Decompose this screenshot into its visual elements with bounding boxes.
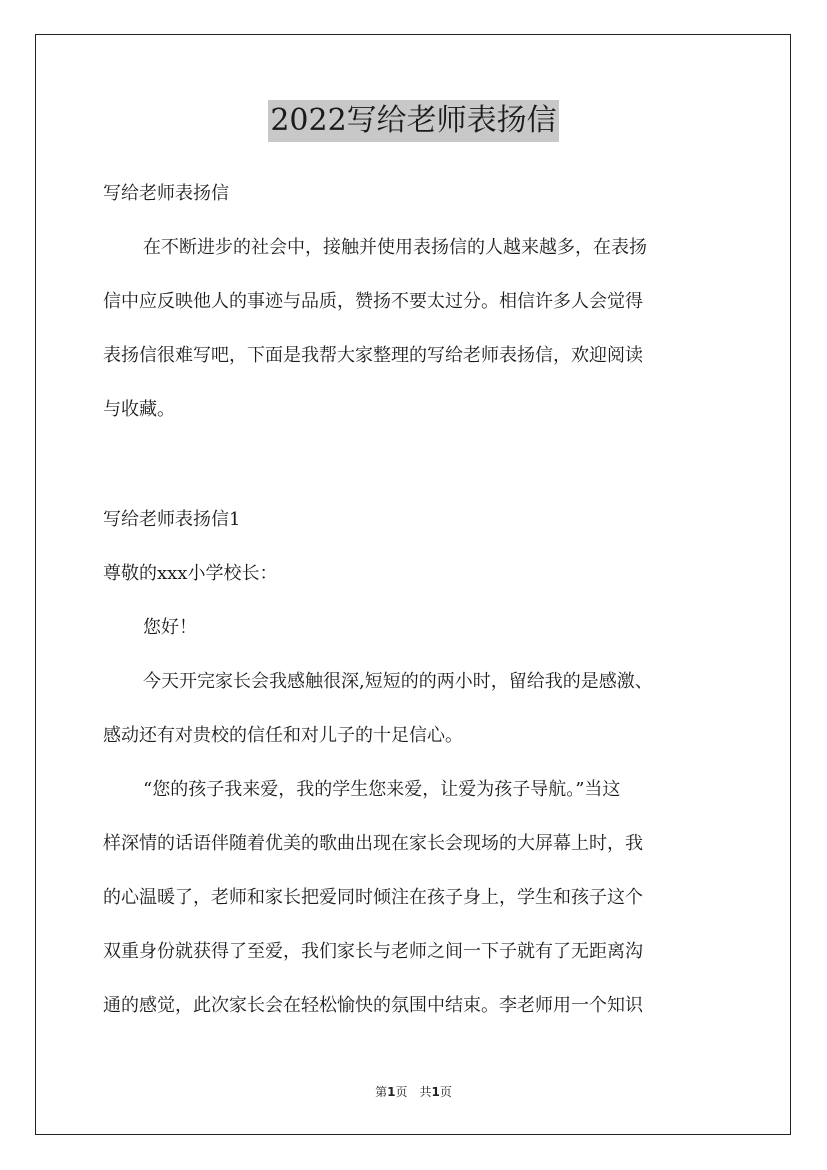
salutation: 尊敬的xxx小学校长： [103, 563, 278, 584]
paragraph-line: 与收藏。 [103, 399, 175, 420]
letter-heading: 写给老师表扬信1 [103, 509, 241, 530]
section-heading: 写给老师表扬信 [103, 183, 229, 204]
document-title: 2022写给老师表扬信 [268, 100, 558, 142]
paragraph-line: “您的孩子我来爱，我的学生您来爱，让爱为孩子导航。”当这 [143, 779, 621, 800]
footer-prefix: 第 [375, 1085, 388, 1099]
paragraph-line: 今天开完家长会我感触很深,短短的的两小时，留给我的是感激、 [143, 671, 653, 692]
title-container [0, 100, 827, 142]
footer-suffix: 页 [439, 1085, 452, 1099]
paragraph-line: 信中应反映他人的事迹与品质，赞扬不要太过分。相信许多人会觉得 [103, 291, 643, 312]
paragraph-line: 在不断进步的社会中，接触并使用表扬信的人越来越多，在表扬 [143, 237, 647, 258]
paragraph-line: 感动还有对贵校的信任和对儿子的十足信心。 [103, 725, 463, 746]
page-footer [0, 1083, 827, 1100]
greeting: 您好！ [143, 617, 197, 638]
paragraph-line: 表扬信很难写吧，下面是我帮大家整理的写给老师表扬信，欢迎阅读 [103, 345, 643, 366]
paragraph-line: 通的感觉，此次家长会在轻松愉快的氛围中结束。李老师用一个知识 [103, 995, 643, 1016]
paragraph-line: 样深情的话语伴随着优美的歌曲出现在家长会现场的大屏幕上时，我 [103, 833, 643, 854]
footer-page-number: 1 [387, 1085, 396, 1099]
paragraph-line: 双重身份就获得了至爱，我们家长与老师之间一下子就有了无距离沟 [103, 941, 643, 962]
footer-middle: 页 共 [395, 1085, 432, 1099]
footer-page-total: 1 [431, 1085, 440, 1099]
paragraph-line: 的心温暖了，老师和家长把爱同时倾注在孩子身上，学生和孩子这个 [103, 887, 643, 908]
